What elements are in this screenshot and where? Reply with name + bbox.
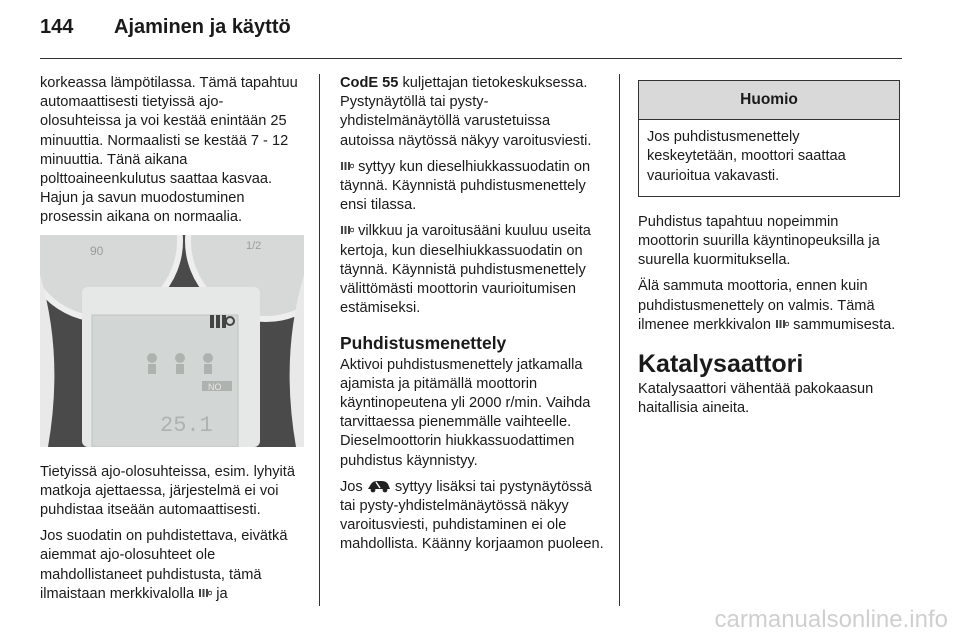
paragraph: Aktivoi puhdistusmenettely jatkamalla ajamista ja pitämällä moottorin käyntinopeutena yli 2000 r/min. Vaihda tarvittaessa pienemmälle vaihteelle. Dieselmoottorin hiukkassuodattimen puhdistus käynnistyy. [340, 356, 591, 469]
paragraph: syttyy kun dieselhiukkassuodatin on täynnä. Käynnistä puhdistusmenettely ensi tilassa. [340, 158, 591, 214]
dpf-symbol-icon [198, 586, 212, 600]
column-3 [638, 80, 900, 426]
section-heading: Puhdistusmenettely [340, 333, 507, 354]
caution-text: Jos puhdistusmenettely keskeytetään, moottori saattaa vaurioitua vakavasti. [647, 129, 846, 184]
code-label: CodE 55 [340, 75, 399, 91]
paragraph: Katalysaattori vähentää pakokaasun haitallisia aineita. [638, 381, 874, 417]
paragraph: Älä sammuta moottoria, ennen kuin puhdistusmenettely on valmis. Tämä ilmenee merkkivalon sammumisesta. [638, 278, 896, 333]
paragraph: Puhdistus tapahtuu nopeimmin moottorin suurilla käyntinopeuksilla ja suurella kuormituksella. [638, 213, 880, 269]
gauge-label-right: 1/2 [246, 239, 262, 252]
section-heading: Katalysaattori [638, 350, 804, 379]
display-code: NO [208, 381, 222, 392]
watermark: carmanualsonline.info [714, 606, 948, 633]
header-rule [40, 58, 902, 59]
paragraph: korkeassa lämpötilassa. Tämä tapahtuu automaattisesti tietyissä ajo-olosuhteissa ja voi kestää enintään 25 minuuttia. Normaalisti se kestää 7 - 12 minuuttia. Tänä aikana polttoaineenkulutus saattaa kasvaa. Hajun ja savun muodostuminen prosessin aikana on normaalia. [40, 75, 298, 226]
caution-box [638, 80, 900, 197]
paragraph: CodE 55 kuljettajan tietokeskuksessa. Pystynäytöllä tai pysty-yhdistelmänäytöllä varustetuissa autoissa näytössä näkyy varoitusviesti. [340, 75, 592, 149]
page-title: Ajaminen ja käyttö [114, 16, 291, 38]
instrument-cluster-photo [40, 235, 304, 447]
page-number: 144 [40, 16, 74, 38]
column-2 [340, 74, 604, 562]
paragraph: Tietyissä ajo-olosuhteissa, esim. lyhyitä matkoja ajettaessa, järjestelmä ei voi puhdistaa itseään automaattisesti. [40, 463, 295, 519]
column-1 [40, 74, 304, 611]
dpf-symbol-icon [340, 223, 354, 237]
car-service-icon [367, 479, 391, 493]
dpf-symbol-icon [775, 317, 789, 331]
column-divider [619, 74, 620, 606]
paragraph: Jos syttyy lisäksi tai pystynäytössä tai pysty-yhdistelmänäytössä näkyy varoitusviesti, puhdistaminen ei ole mahdollista. Käänny korjaamon puoleen. [340, 478, 604, 553]
paragraph: Jos suodatin on puhdistettava, eivätkä aiemmat ajo-olosuhteet ole mahdollistaneet puhdistusta, tämä ilmaistaan merkkivalolla ja [40, 528, 288, 602]
page-header [40, 16, 291, 39]
gauge-label-left: 90 [90, 243, 104, 258]
paragraph: vilkkuu ja varoitusääni kuuluu useita kertoja, kun dieselhiukkassuodatin on täynnä. Käynnistä puhdistusmenettely välittömästi moottorin vaurioitumisen estämiseksi. [340, 223, 591, 317]
dpf-symbol-icon [340, 159, 354, 173]
display-value: 25.1 [160, 412, 213, 438]
caution-title: Huomio [639, 81, 899, 120]
column-divider [319, 74, 320, 606]
